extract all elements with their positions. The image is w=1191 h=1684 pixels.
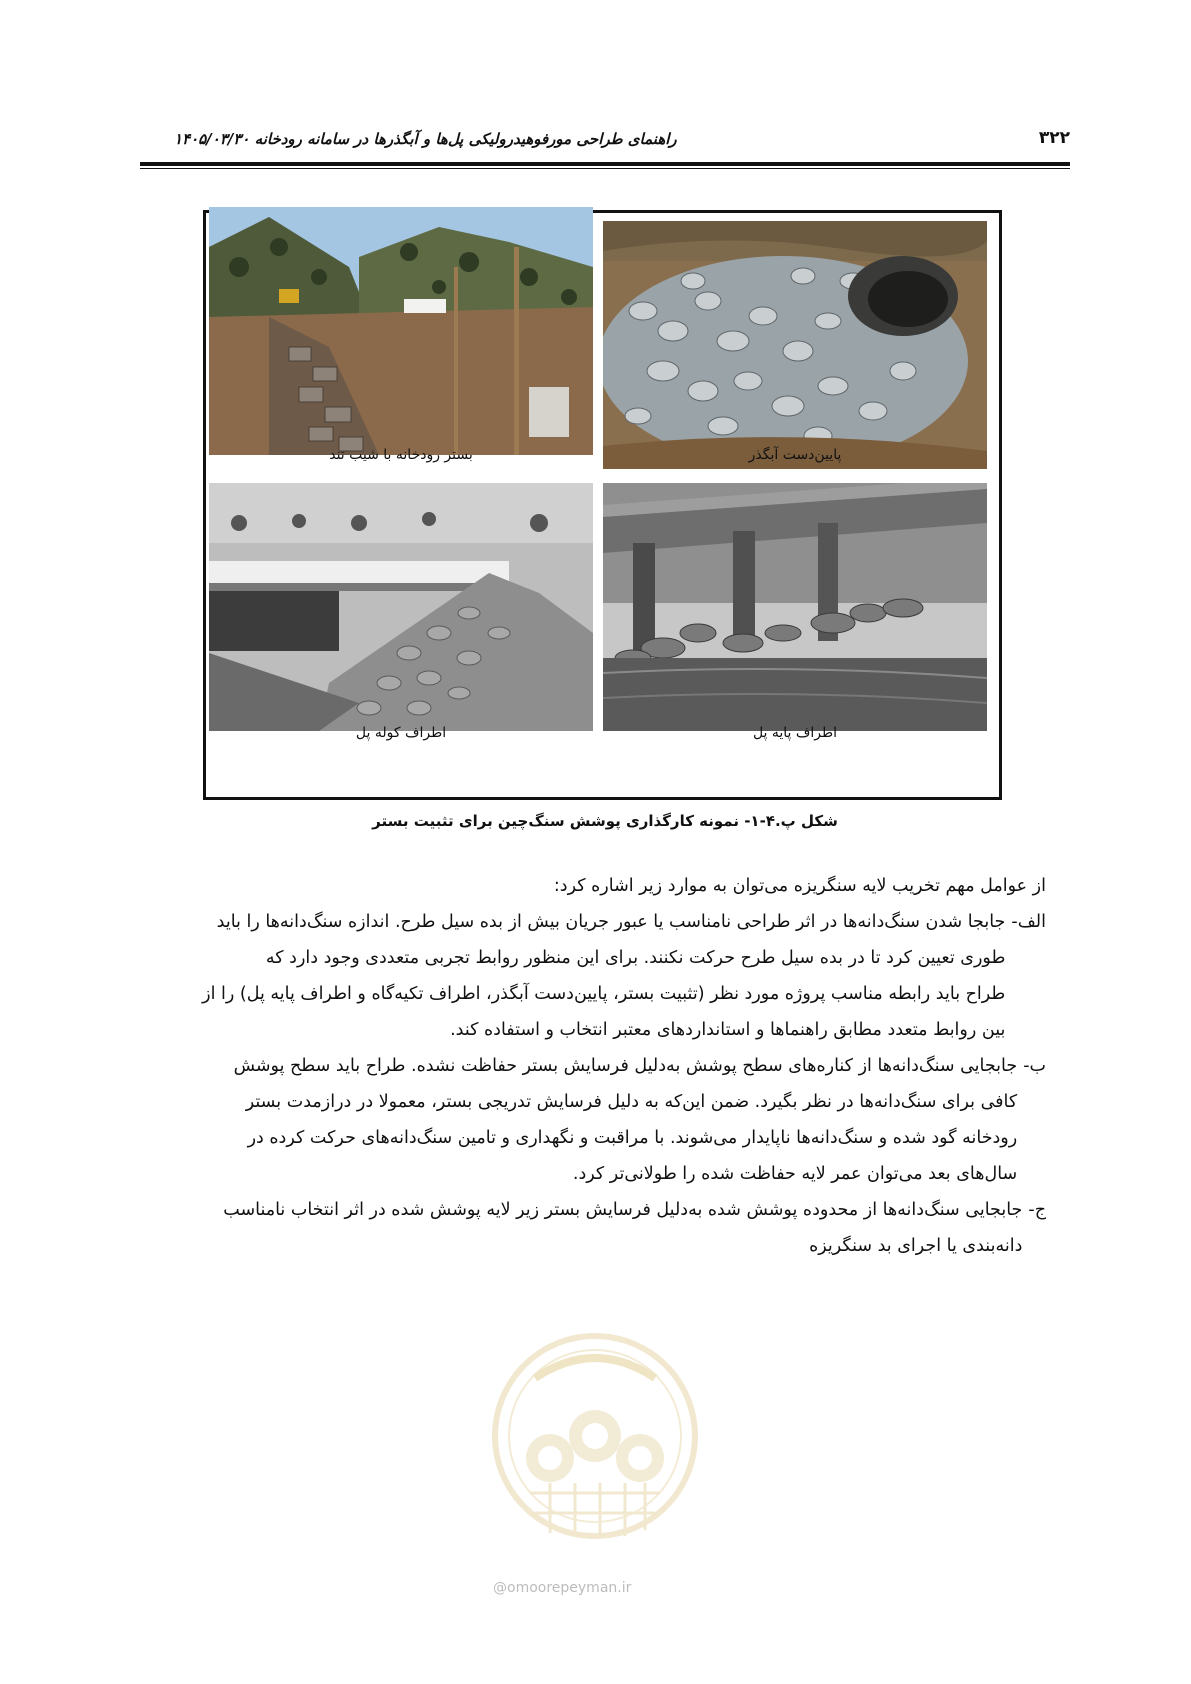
list-item-text — [140, 904, 1005, 1048]
caption-bridge-abutment: اطراف کوله پل — [355, 725, 447, 741]
text-line: رودخانه گود شده و سنگ‌دانه‌ها ناپایدار می‌شوند. با مراقبت و نگهداری و تامین سنگ‌دانه‌های حرکت کرده در — [247, 1128, 1018, 1148]
photo-steep-riverbed — [209, 207, 593, 455]
header-title: راهنمای طراحی مورفوهیدرولیکی پل‌ها و آبگذرها در سامانه رودخانه — [254, 130, 677, 148]
list-marker: ب- — [1023, 1056, 1046, 1076]
text-line: طراح باید رابطه مناسب پروژه مورد نظر (تثبیت بستر، پایین‌دست آبگذر، اطراف تکیه‌گاه و اطراف پایه پل) را از — [202, 984, 1006, 1004]
list-item-alef — [140, 904, 1046, 1048]
running-title — [140, 130, 677, 148]
text-line: جابجایی سنگ‌دانه‌ها از محدوده پوشش شده به‌دلیل فرسایش بستر زیر لایه پوشش شده در اثر انتخاب نامناسب — [223, 1200, 1023, 1220]
page-number: ۳۲۲ — [1038, 128, 1070, 148]
photo-bridge-pier — [603, 483, 987, 731]
text-line: کافی برای سنگ‌دانه‌ها در نظر بگیرد. ضمن این‌که به دلیل فرسایش تدریجی بستر، معمولا در درازمدت بستر — [245, 1092, 1018, 1112]
caption-bridge-pier: اطراف پایه پل — [752, 725, 838, 741]
photo-bridge-abutment — [209, 483, 593, 731]
intro-paragraph: از عوامل مهم تخریب لایه سنگریزه می‌توان به موارد زیر اشاره کرد: — [553, 876, 1046, 896]
header-date: ۱۴۰۵/۰۳/۳۰ — [174, 130, 250, 148]
text-line: دانه‌بندی یا اجرای بد سنگریزه — [809, 1236, 1023, 1256]
header-rule-thin — [140, 168, 1070, 169]
figure-caption: شکل پ.۴-۱- نمونه کارگذاری پوشش سنگ‌چین برای تثبیت بستر — [372, 812, 838, 830]
list-marker: الف- — [1011, 912, 1046, 932]
text-line: جابجایی سنگ‌دانه‌ها از کناره‌های سطح پوشش به‌دلیل فرسایش بستر حفاظت نشده. طراح باید سطح پوشش — [233, 1056, 1018, 1076]
photo-culvert-downstream — [603, 221, 987, 469]
list-marker: ج- — [1028, 1200, 1046, 1220]
figure-frame — [203, 210, 1002, 800]
caption-steep-riverbed: بستر رودخانه با شیب تند — [329, 447, 473, 463]
header-rule-thick — [140, 162, 1070, 166]
text-line: جابجا شدن سنگ‌دانه‌ها در اثر طراحی نامناسب یا عبور جریان بیش از بده سیل طرح. اندازه سنگ‌دانه‌ها را باید — [216, 912, 1006, 932]
list-item-text — [140, 1048, 1017, 1192]
list-item-text — [140, 1192, 1022, 1264]
text-line: طوری تعیین کرد تا در بده سیل طرح حرکت نکنند. برای این منظور روابط تجربی متعددی وجود دارد که — [265, 948, 1006, 968]
caption-culvert-downstream: پایین‌دست آبگذر — [748, 447, 842, 463]
running-header — [140, 128, 1070, 158]
body-text — [140, 868, 1046, 1264]
text-line: سال‌های بعد می‌توان عمر لایه حفاظت شده را طولانی‌تر کرد. — [572, 1164, 1018, 1184]
text-line: بین روابط متعدد مطابق راهنماها و استانداردهای معتبر انتخاب و استفاده کند. — [450, 1020, 1006, 1040]
watermark-url: @omoorepeyman.ir — [493, 1580, 632, 1596]
list-item-jim — [140, 1192, 1046, 1264]
watermark-seal — [475, 1318, 715, 1618]
list-item-be — [140, 1048, 1046, 1192]
